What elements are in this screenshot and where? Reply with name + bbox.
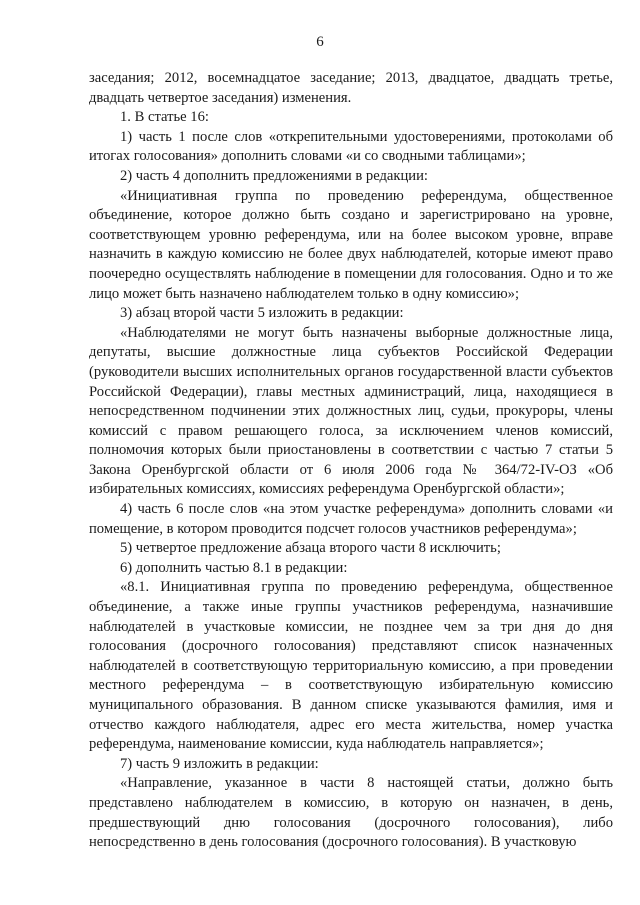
paragraph-item-3-quote: «Наблюдателями не могут быть назначены выборные должностные лица, депутаты, высшие должностные лица субъектов Российской Федерации (руководители высших исполнительных органов государственной власти субъектов Российской Федерации), главы местных администраций, лица, находящиеся в непосредственном подчинении этих должностных лиц, судьи, прокуроры, члены комиссий с правом решающего голоса, за исключением членов комиссий, полномочия которых были приостановлены в соответствии с частью 7 статьи 5 Закона Оренбургской области от 6 июля 2006 года № 364/72-IV-ОЗ «Об избирательных комиссиях, комиссиях референдума Оренбургской области»; (89, 324, 613, 498)
document-body (89, 69, 613, 853)
paragraph-article-16-heading: 1. В статье 16: (120, 109, 209, 126)
paragraph-item-6-quote: «8.1. Инициативная группа по проведению референдума, общественное объединение, а также иные группы участников референдума, назначившие наблюдателей в участковые комиссии, не позднее чем за три дня до дня голосования (досрочного голосования) представляют список назначенных наблюдателей в соответствующую территориальную комиссию, а при проведении местного референдума – в соответствующую избирательную комиссию муниципального образования. В данном списке указываются фамилия, имя и отчество каждого наблюдателя, адрес его места жительства, номер участка референдума, наименование комиссии, куда наблюдатель направляется»; (89, 579, 613, 753)
page-number: 6 (316, 34, 324, 50)
paragraph-item-6: 6) дополнить частью 8.1 в редакции: (120, 559, 348, 576)
paragraph-item-2: 2) часть 4 дополнить предложениями в редакции: (120, 167, 428, 184)
paragraph-item-7: 7) часть 9 изложить в редакции: (120, 755, 319, 772)
paragraph-intro-continuation: заседания; 2012, восемнадцатое заседание; 2013, двадцатое, двадцать третье, двадцать четвертое заседания) изменения. (89, 70, 613, 106)
paragraph-item-3: 3) абзац второй части 5 изложить в редакции: (120, 305, 404, 322)
paragraph-item-1: 1) часть 1 после слов «открепительными удостоверениями, протоколами об итогах голосования» дополнить словами «и со сводными таблицами»; (89, 128, 613, 165)
paragraph-item-2-quote: «Инициативная группа по проведению референдума, общественное объединение, которое должно быть создано и зарегистрировано на уровне, соответствующем уровню референдума, или на более высоком уровне, вправе назначить в каждую комиссию не более двух наблюдателей, которые имеют право поочередно осуществлять наблюдение в помещении для голосования. Одно и то же лицо может быть назначено наблюдателем только в одну комиссию»; (89, 187, 613, 302)
paragraph-item-4: 4) часть 6 после слов «на этом участке референдума» дополнить словами «и помещение, в котором проводится подсчет голосов участников референдума»; (89, 501, 613, 537)
paragraph-item-5: 5) четвертое предложение абзаца второго части 8 исключить; (120, 540, 501, 557)
paragraph-item-7-quote: «Направление, указанное в части 8 настоящей статьи, должно быть представлено наблюдателем в комиссию, в которую он назначен, в день, предшествующий дню голосования (досрочного голосования), либо непосредственно в день голосования (досрочного голосования). В участковую (89, 775, 613, 851)
